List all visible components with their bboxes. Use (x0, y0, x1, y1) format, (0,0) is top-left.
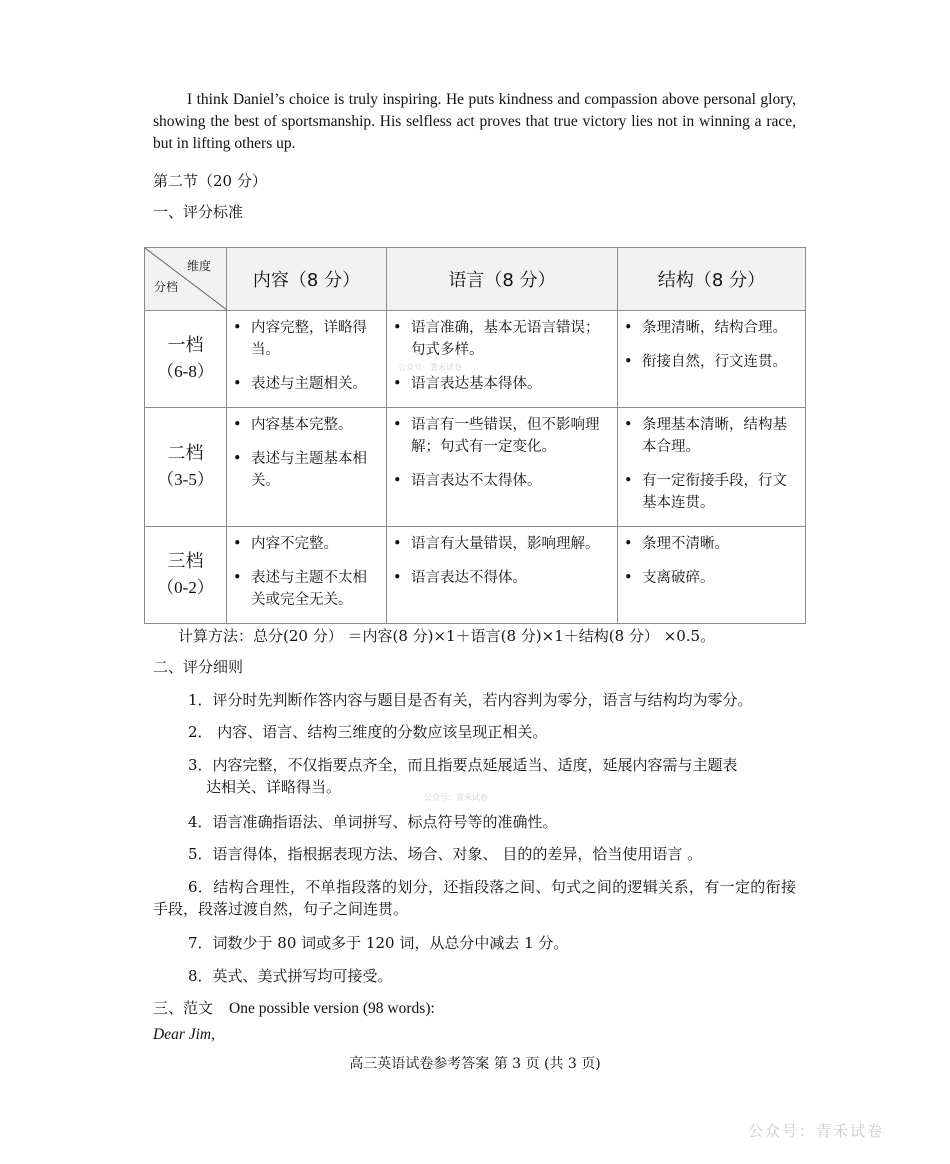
rule-item: 1．评分时先判断作答内容与题目是否有关，若内容判为零分，语言与结构均为零分。 (188, 691, 753, 709)
list-item: • 条理基本清晰，结构基本合理。 (642, 414, 799, 458)
sample-heading: 三、范文 (153, 999, 214, 1017)
section-title: 第二节（20 分） (153, 172, 267, 190)
list-item: • 语言表达基本得体。 (411, 373, 611, 395)
list-item: • 条理清晰，结构合理。 (642, 317, 799, 339)
intro-paragraph: I think Daniel’s choice is truly inspiring. He puts kindness and compassion above personal glory, showing the best of sportsmanship. His selfless act proves that true victory lies not in winning a race, but in lifting others up. (153, 91, 796, 152)
list-item: • 条理不清晰。 (642, 533, 799, 555)
rule-item: 2． 内容、语言、结构三维度的分数应该呈现正相关。 (188, 723, 548, 741)
list-item: • 内容基本完整。 (251, 414, 380, 436)
corner-dimension-label: 维度 (186, 259, 211, 273)
formula-text: 计算方法：总分(20 分） ＝内容(8 分)×1＋语言(8 分)×1＋结构(8 分） ×0.5。 (178, 627, 716, 645)
level-name: 三档 (167, 551, 204, 572)
content-cell (227, 408, 387, 527)
structure-cell (618, 527, 806, 624)
sample-version: One possible version (98 words): (229, 1000, 435, 1017)
content-cell (227, 527, 387, 624)
level-range: （3-5） (157, 470, 214, 489)
list-item: • 语言表达不太得体。 (411, 470, 611, 492)
sample-heading-line (153, 997, 435, 1020)
rule-item: 5．语言得体，指根据表现方法、场合、对象、 目的的差异，恰当使用语言 。 (188, 845, 703, 863)
list-item: • 语言准确，基本无语言错误；句式多样。 (411, 317, 611, 361)
corner-watermark: 公众号：青禾试卷 (747, 1122, 884, 1140)
list-item: • 表述与主题基本相关。 (251, 448, 380, 492)
criteria-heading: 一、评分标准 (153, 203, 244, 221)
list-item: • 语言有大量错误，影响理解。 (411, 533, 611, 555)
structure-cell (618, 311, 806, 408)
level-cell (145, 527, 227, 624)
table-header-row (145, 248, 806, 311)
language-cell (387, 527, 618, 624)
watermark-text: 公众号：青禾试卷 (424, 793, 488, 802)
structure-cell (618, 408, 806, 527)
rule-item (188, 754, 796, 798)
rule-item: 8．英式、美式拼写均可接受。 (188, 967, 393, 985)
table-corner-cell (145, 248, 227, 311)
rule-item-continuation: 达相关、详略得当。 (206, 778, 342, 796)
corner-level-label: 分档 (154, 280, 179, 294)
content-cell (227, 311, 387, 408)
list-item: • 支离破碎。 (642, 567, 799, 589)
list-item: • 语言有一些错误，但不影响理解；句式有一定变化。 (411, 414, 611, 458)
level-range: （6-8） (157, 362, 214, 381)
list-item: • 衔接自然，行文连贯。 (642, 351, 799, 373)
level-cell (145, 311, 227, 408)
rule-item: 7．词数少于 80 词或多于 120 词，从总分中减去 1 分。 (188, 934, 569, 952)
letter-salutation: Dear Jim, (153, 1026, 215, 1043)
details-heading: 二、评分细则 (153, 658, 244, 676)
list-item: • 语言表达不得体。 (411, 567, 611, 589)
level-name: 二档 (167, 443, 204, 464)
watermark-text: 公众号：青禾试卷 (398, 363, 462, 372)
header-structure: 结构（8 分） (618, 248, 806, 311)
table-row (145, 311, 806, 408)
table-row (145, 408, 806, 527)
rule-item: 4．语言准确指语法、单词拼写、标点符号等的准确性。 (188, 813, 558, 831)
page-footer: 高三英语试卷参考答案 第 3 页 (共 3 页) (349, 1056, 601, 1072)
list-item: • 内容不完整。 (251, 533, 380, 555)
level-range: （0-2） (157, 578, 214, 597)
level-cell (145, 408, 227, 527)
rule-item: 6．结构合理性，不单指段落的划分，还指段落之间、句式之间的逻辑关系，有一定的衔接手段，段落过渡自然，句子之间连贯。 (153, 878, 796, 918)
header-content: 内容（8 分） (227, 248, 387, 311)
level-name: 一档 (167, 335, 204, 356)
header-language: 语言（8 分） (387, 248, 618, 311)
list-item: • 表述与主题不太相关或完全无关。 (251, 567, 380, 611)
rule-item-line: 3．内容完整，不仅指要点齐全，而且指要点延展适当、适度，延展内容需与主题表 (188, 756, 738, 774)
language-cell (387, 408, 618, 527)
list-item: • 表述与主题相关。 (251, 373, 380, 395)
list-item: • 有一定衔接手段，行文基本连贯。 (642, 470, 799, 514)
scoring-table (144, 247, 806, 624)
table-row (145, 527, 806, 624)
language-cell (387, 311, 618, 408)
list-item: • 内容完整，详略得当。 (251, 317, 380, 361)
